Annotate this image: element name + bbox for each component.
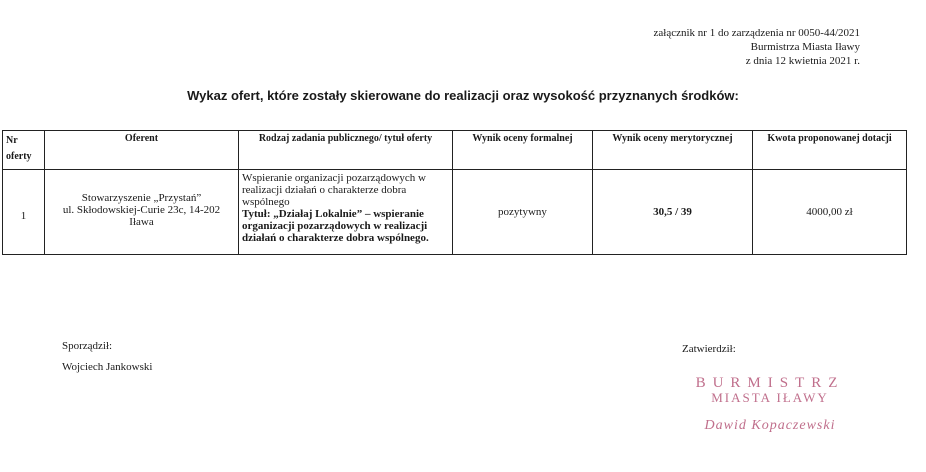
oferent-name: Stowarzyszenie „Przystań” <box>81 192 202 204</box>
oferent-city: Iława <box>129 216 154 228</box>
annex-line-3: z dnia 12 kwietnia 2021 r. <box>745 55 860 67</box>
document-title: Wykaz ofert, które zostały skierowane do realizacji oraz wysokość przyznanych środków: <box>187 88 739 103</box>
offers-table <box>2 130 907 255</box>
cell-nr <box>3 170 45 255</box>
cell-merytoryczna <box>593 170 753 255</box>
prepared-by-label: Sporządził: <box>62 340 113 352</box>
header-merytoryczna: Wynik oceny merytorycznej <box>593 131 753 170</box>
row-nr: 1 <box>20 210 27 222</box>
cell-zadanie <box>239 170 453 255</box>
task-description: Wspieranie organizacji pozarządowych w realizacji działań o charakterze dobra wspólnego <box>242 172 426 208</box>
offer-title: Tytuł: „Działaj Lokalnie” – wspieranie organizacji pozarządowych w realizacji działań o charakterze dobra wspólnego. <box>242 208 429 244</box>
cell-oferent <box>45 170 239 255</box>
header-rodzaj: Rodzaj zadania publicznego/ tytuł oferty <box>239 131 453 170</box>
annex-reference <box>654 26 860 68</box>
table-row <box>3 170 907 255</box>
cell-kwota <box>753 170 907 255</box>
stamp-line-1: BURMISTRZ <box>695 375 845 391</box>
approved-by-label: Zatwierdził: <box>682 343 736 355</box>
oferent-address: ul. Skłodowskiej-Curie 23c, 14-202 <box>62 204 221 216</box>
header-nr-line-1: Nr <box>6 135 18 146</box>
cell-formalna <box>453 170 593 255</box>
header-nr-line-2: oferty <box>6 151 32 162</box>
formal-result: pozytywny <box>498 206 547 218</box>
header-formalna: Wynik oceny formalnej <box>453 131 593 170</box>
prepared-by-name: Wojciech Jankowski <box>62 361 153 373</box>
grant-amount: 4000,00 zł <box>806 206 853 218</box>
merit-score: 30,5 / 39 <box>653 206 692 218</box>
header-kwota: Kwota proponowanej dotacji <box>753 131 907 170</box>
table-header-row <box>3 131 907 170</box>
stamp-line-2: MIASTA IŁAWY <box>711 390 829 405</box>
mayor-stamp <box>690 375 850 434</box>
annex-line-2: Burmistrza Miasta Iławy <box>750 41 860 53</box>
header-oferent: Oferent <box>45 131 239 170</box>
stamp-signature: Dawid Kopaczewski <box>704 418 836 433</box>
annex-line-1: załącznik nr 1 do zarządzenia nr 0050-44/2021 <box>653 27 860 39</box>
header-nr <box>3 131 45 170</box>
